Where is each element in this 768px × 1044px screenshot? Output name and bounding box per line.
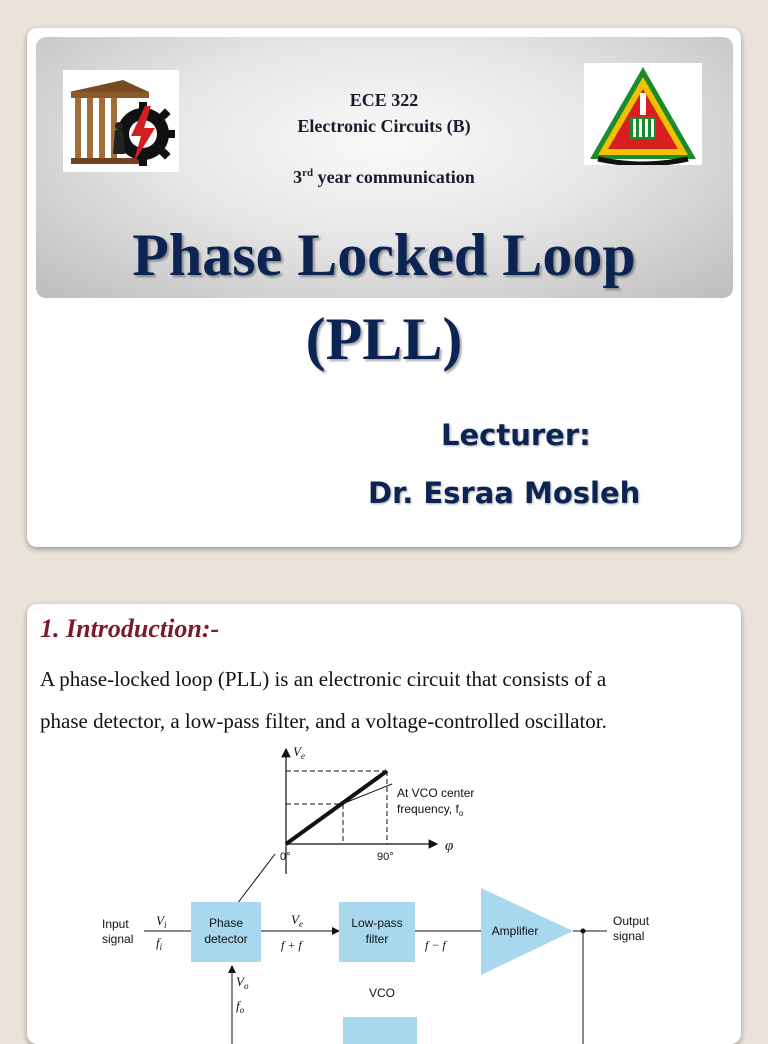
vco-block [343,1017,417,1044]
diff-frequency-label: f − f [425,938,446,952]
input-label-line-2: signal [102,932,134,946]
course-code: ECE 322 [349,90,419,110]
year-suffix: rd [302,167,314,179]
vco-label: VCO [368,986,396,1000]
year-text: year communication [313,167,475,187]
graph-x-label: φ [445,838,454,854]
fi-label: $f_i$ [156,935,163,952]
tick-0: 0° [280,851,291,863]
phase-characteristic-graph [280,744,474,874]
title-slide [27,28,741,547]
graph-y-label: $V_e$ [293,744,305,761]
vo-label: $V_o$ [236,974,249,991]
slide-title-abbreviation: (PLL) [305,306,463,372]
tick-90: 90° [377,851,394,863]
sum-frequency-label: f + f [281,938,302,952]
output-label-line-2: signal [613,929,645,943]
course-year [27,167,741,188]
input-label-line-1: Input [102,917,129,931]
year-number: 3 [293,167,303,187]
phase-detector-label-1: Phase [208,916,244,930]
course-name: Electronic Circuits (B) [297,116,471,136]
graph-to-detector-leader [237,854,275,904]
low-pass-label-2: filter [365,932,389,946]
pll-block-diagram [27,744,741,1044]
introduction-slide [27,604,741,1044]
phase-detector-label-2: detector [204,932,248,946]
lecturer-label: Lecturer: [441,418,591,452]
vi-label: $V_i$ [156,913,167,930]
output-label-line-1: Output [613,914,650,928]
slide-title: Phase Locked Loop [132,222,636,288]
intro-paragraph-line-2: phase detector, a low-pass filter, and a voltage-controlled oscillator. [40,709,607,733]
fo-label: $f_o$ [236,998,245,1015]
intro-paragraph-line-1: A phase-locked loop (PLL) is an electronic circuit that consists of a [40,667,607,691]
section-heading: 1. Introduction:- [40,614,220,643]
amplifier-label: Amplifier [491,924,539,938]
annotation-line-1: At VCO center [397,786,475,800]
lecturer-name: Dr. Esraa Mosleh [368,476,641,510]
low-pass-label-1: Low-pass [351,916,403,930]
graph-characteristic-line [286,771,387,844]
ve-label: $V_e$ [291,912,303,929]
university-logo-icon [584,63,702,165]
annotation-line-2: frequency, $f_o$ [397,802,464,818]
